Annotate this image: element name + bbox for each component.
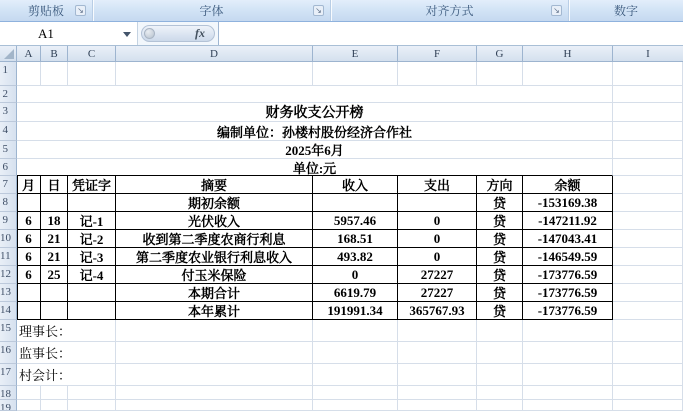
cell[interactable] <box>613 176 683 194</box>
header-voucher[interactable]: 凭证字 <box>68 176 116 194</box>
cell-month[interactable] <box>17 284 41 302</box>
column-headers <box>0 46 683 62</box>
alignment-dialog-launcher-icon[interactable]: ↘ <box>551 5 562 16</box>
cell-balance[interactable]: -146549.59 <box>523 248 613 266</box>
row-header-19[interactable]: 19 <box>0 400 17 411</box>
header-income[interactable]: 收入 <box>313 176 398 194</box>
cell[interactable] <box>398 320 477 342</box>
cell[interactable] <box>313 386 398 400</box>
column-header-a[interactable]: A <box>17 46 41 62</box>
cell[interactable] <box>523 364 613 386</box>
table-row-period-total <box>0 284 683 302</box>
row-header-7[interactable]: 7 <box>0 176 17 194</box>
cell[interactable] <box>613 386 683 400</box>
name-box[interactable] <box>0 22 138 45</box>
grid-row-19 <box>0 400 683 411</box>
currency-unit[interactable]: 单位:元 <box>17 159 613 176</box>
cell[interactable] <box>523 386 613 400</box>
cell-direction[interactable]: 贷 <box>477 194 523 212</box>
cell-expense[interactable]: 365767.93 <box>398 302 477 320</box>
table-row <box>0 266 683 284</box>
signature-row-chairman <box>0 320 683 342</box>
cell-income[interactable]: 6619.79 <box>313 284 398 302</box>
cell-day[interactable]: 21 <box>41 230 68 248</box>
cell[interactable] <box>523 320 613 342</box>
column-header-c[interactable]: C <box>68 46 116 62</box>
cell-month[interactable] <box>17 194 41 212</box>
cell-summary[interactable]: 第二季度农业银行利息收入 <box>116 248 313 266</box>
cell-voucher[interactable] <box>68 194 116 212</box>
signature-row-supervisor <box>0 342 683 364</box>
cell[interactable] <box>41 386 68 400</box>
cell-day[interactable] <box>41 302 68 320</box>
grid-row-18 <box>0 386 683 400</box>
fx-icon[interactable]: fx <box>195 26 205 40</box>
row-header-8[interactable]: 8 <box>0 194 17 212</box>
grid-row-1 <box>0 62 683 86</box>
table-row <box>0 230 683 248</box>
cell[interactable] <box>477 320 523 342</box>
table-row <box>0 212 683 230</box>
column-header-i[interactable]: I <box>613 46 683 62</box>
row-header-4[interactable]: 4 <box>0 122 17 141</box>
cell[interactable] <box>477 364 523 386</box>
report-period[interactable]: 2025年6月 <box>17 141 613 159</box>
clipboard-group-label: 剪贴板 <box>27 4 64 18</box>
cell[interactable] <box>398 364 477 386</box>
table-row <box>0 248 683 266</box>
ribbon-group-alignment <box>331 0 569 21</box>
cell-summary[interactable]: 本年累计 <box>116 302 313 320</box>
cell[interactable] <box>613 103 683 122</box>
cell-income[interactable]: 168.51 <box>313 230 398 248</box>
cell-expense[interactable]: 27227 <box>398 266 477 284</box>
cell-month[interactable]: 6 <box>17 230 41 248</box>
select-all-corner[interactable] <box>0 46 17 62</box>
cell-day[interactable] <box>41 194 68 212</box>
merged-cell[interactable] <box>17 86 613 103</box>
row-header-17[interactable]: 17 <box>0 364 17 386</box>
cell[interactable] <box>116 320 313 342</box>
cell-expense[interactable] <box>398 194 477 212</box>
ribbon-group-font <box>93 0 331 21</box>
cell[interactable] <box>68 400 116 411</box>
cell-summary[interactable]: 付玉米保险 <box>116 266 313 284</box>
cell[interactable] <box>68 62 116 86</box>
cell[interactable] <box>116 400 313 411</box>
cell-direction[interactable]: 贷 <box>477 302 523 320</box>
cell-summary[interactable]: 收到第二季度农商行利息 <box>116 230 313 248</box>
cell[interactable] <box>17 62 41 86</box>
cell[interactable] <box>477 342 523 364</box>
row-header-18[interactable]: 18 <box>0 386 17 400</box>
cell-direction[interactable]: 贷 <box>477 266 523 284</box>
cell[interactable] <box>613 194 683 212</box>
cell[interactable] <box>523 342 613 364</box>
cell[interactable] <box>41 62 68 86</box>
cell-income[interactable]: 493.82 <box>313 248 398 266</box>
cell-balance[interactable]: -147211.92 <box>523 212 613 230</box>
row-header-15[interactable]: 15 <box>0 320 17 342</box>
header-balance[interactable]: 余额 <box>523 176 613 194</box>
cell[interactable] <box>613 364 683 386</box>
formula-input[interactable] <box>219 22 683 45</box>
header-month[interactable]: 月 <box>17 176 41 194</box>
cell-income[interactable]: 5957.46 <box>313 212 398 230</box>
header-day[interactable]: 日 <box>41 176 68 194</box>
cell-day[interactable]: 18 <box>41 212 68 230</box>
cell[interactable] <box>398 62 477 86</box>
cell[interactable] <box>398 400 477 411</box>
cell-balance[interactable]: -173776.59 <box>523 302 613 320</box>
header-summary[interactable]: 摘要 <box>116 176 313 194</box>
signature-row-accountant <box>0 364 683 386</box>
cell[interactable] <box>41 400 68 411</box>
cell[interactable] <box>116 386 313 400</box>
row-header-9[interactable]: 9 <box>0 212 17 230</box>
row-header-3[interactable]: 3 <box>0 103 17 122</box>
cell[interactable] <box>116 342 313 364</box>
column-header-h[interactable]: H <box>523 46 613 62</box>
cell[interactable] <box>313 320 398 342</box>
signature-supervisor[interactable]: 监事长： <box>17 342 116 364</box>
cell[interactable] <box>523 62 613 86</box>
insert-function-button[interactable] <box>141 25 215 42</box>
name-box-value: A1 <box>38 25 54 41</box>
cell[interactable] <box>613 159 683 176</box>
table-row-year-total <box>0 302 683 320</box>
cell-voucher[interactable]: 记-1 <box>68 212 116 230</box>
row-header-12[interactable]: 12 <box>0 266 17 284</box>
cell-direction[interactable]: 贷 <box>477 248 523 266</box>
cell[interactable] <box>313 400 398 411</box>
column-header-f[interactable]: F <box>398 46 477 62</box>
signature-chairman[interactable]: 理事长： <box>17 320 116 342</box>
name-box-dropdown-icon[interactable] <box>123 32 131 37</box>
cell[interactable] <box>313 62 398 86</box>
cell[interactable] <box>477 62 523 86</box>
column-header-b[interactable]: B <box>41 46 68 62</box>
row-header-6[interactable]: 6 <box>0 159 17 176</box>
cell[interactable] <box>613 122 683 141</box>
cell[interactable] <box>313 342 398 364</box>
cell-summary[interactable]: 期初余额 <box>116 194 313 212</box>
cell-income[interactable] <box>313 194 398 212</box>
signature-accountant[interactable]: 村会计： <box>17 364 116 386</box>
pill-knob-icon <box>144 28 155 39</box>
table-left-border <box>17 175 18 320</box>
cell-voucher[interactable]: 记-4 <box>68 266 116 284</box>
grid-row-4 <box>0 122 683 141</box>
grid-row-5 <box>0 141 683 159</box>
cell-month[interactable]: 6 <box>17 248 41 266</box>
cell[interactable] <box>477 400 523 411</box>
row-header-11[interactable]: 11 <box>0 248 17 266</box>
cell[interactable] <box>17 400 41 411</box>
cell[interactable] <box>398 342 477 364</box>
cell-day[interactable]: 25 <box>41 266 68 284</box>
table-row <box>0 194 683 212</box>
cell-direction[interactable]: 贷 <box>477 230 523 248</box>
cell-balance[interactable]: -173776.59 <box>523 284 613 302</box>
cell[interactable] <box>613 400 683 411</box>
alignment-group-label: 对齐方式 <box>425 4 474 18</box>
cell-balance[interactable]: -153169.38 <box>523 194 613 212</box>
cell[interactable] <box>477 386 523 400</box>
header-direction[interactable]: 方向 <box>477 176 523 194</box>
cell-voucher[interactable] <box>68 284 116 302</box>
row-header-10[interactable]: 10 <box>0 230 17 248</box>
cell[interactable] <box>17 386 41 400</box>
cell-day[interactable]: 21 <box>41 248 68 266</box>
cell[interactable] <box>613 284 683 302</box>
cell-income[interactable]: 191991.34 <box>313 302 398 320</box>
cell[interactable] <box>116 62 313 86</box>
column-header-g[interactable]: G <box>477 46 523 62</box>
cell-voucher[interactable] <box>68 302 116 320</box>
cell[interactable] <box>613 266 683 284</box>
cell[interactable] <box>523 400 613 411</box>
cell-summary[interactable]: 光伏收入 <box>116 212 313 230</box>
row-header-13[interactable]: 13 <box>0 284 17 302</box>
clipboard-dialog-launcher-icon[interactable]: ↘ <box>75 5 86 16</box>
cell[interactable] <box>613 230 683 248</box>
cell-expense[interactable]: 0 <box>398 248 477 266</box>
cell-month[interactable]: 6 <box>17 212 41 230</box>
cell-balance[interactable]: -147043.41 <box>523 230 613 248</box>
cell[interactable] <box>613 212 683 230</box>
grid-rows <box>0 62 683 411</box>
worksheet <box>0 46 683 411</box>
cell-income[interactable]: 0 <box>313 266 398 284</box>
row-header-14[interactable]: 14 <box>0 302 17 320</box>
cell-balance[interactable]: -173776.59 <box>523 266 613 284</box>
header-expense[interactable]: 支出 <box>398 176 477 194</box>
cell-direction[interactable]: 贷 <box>477 212 523 230</box>
cell-voucher[interactable]: 记-3 <box>68 248 116 266</box>
cell-direction[interactable]: 贷 <box>477 284 523 302</box>
cell[interactable] <box>613 320 683 342</box>
cell-voucher[interactable]: 记-2 <box>68 230 116 248</box>
ribbon-strip <box>0 0 683 22</box>
cell[interactable] <box>613 86 683 103</box>
ribbon-group-number <box>569 0 683 21</box>
grid-row-2 <box>0 86 683 103</box>
column-header-e[interactable]: E <box>313 46 398 62</box>
row-header-2[interactable]: 2 <box>0 86 17 103</box>
font-dialog-launcher-icon[interactable]: ↘ <box>313 5 324 16</box>
grid-row-3 <box>0 103 683 122</box>
cell[interactable] <box>68 386 116 400</box>
number-group-label: 数字 <box>613 4 638 18</box>
ribbon-group-clipboard <box>0 0 93 21</box>
formula-bar <box>0 22 683 46</box>
report-title[interactable]: 财务收支公开榜 <box>17 103 613 122</box>
cell[interactable] <box>613 62 683 86</box>
cell[interactable] <box>613 342 683 364</box>
cell-expense[interactable]: 27227 <box>398 284 477 302</box>
row-header-1[interactable]: 1 <box>0 62 17 86</box>
preparing-unit[interactable]: 编制单位：孙楼村股份经济合作社 <box>17 122 613 141</box>
cell[interactable] <box>613 302 683 320</box>
cell-summary[interactable]: 本期合计 <box>116 284 313 302</box>
row-header-5[interactable]: 5 <box>0 141 17 159</box>
cell[interactable] <box>613 248 683 266</box>
cell[interactable] <box>313 364 398 386</box>
grid-row-6 <box>0 159 683 176</box>
cell-expense[interactable]: 0 <box>398 212 477 230</box>
cell[interactable] <box>398 386 477 400</box>
cell-day[interactable] <box>41 284 68 302</box>
cell[interactable] <box>613 141 683 159</box>
cell[interactable] <box>116 364 313 386</box>
row-header-16[interactable]: 16 <box>0 342 17 364</box>
cell-month[interactable] <box>17 302 41 320</box>
column-header-d[interactable]: D <box>116 46 313 62</box>
cell-month[interactable]: 6 <box>17 266 41 284</box>
table-header-row <box>0 176 683 194</box>
cell-expense[interactable]: 0 <box>398 230 477 248</box>
font-group-label: 字体 <box>199 4 224 18</box>
select-all-triangle-icon <box>4 49 14 59</box>
